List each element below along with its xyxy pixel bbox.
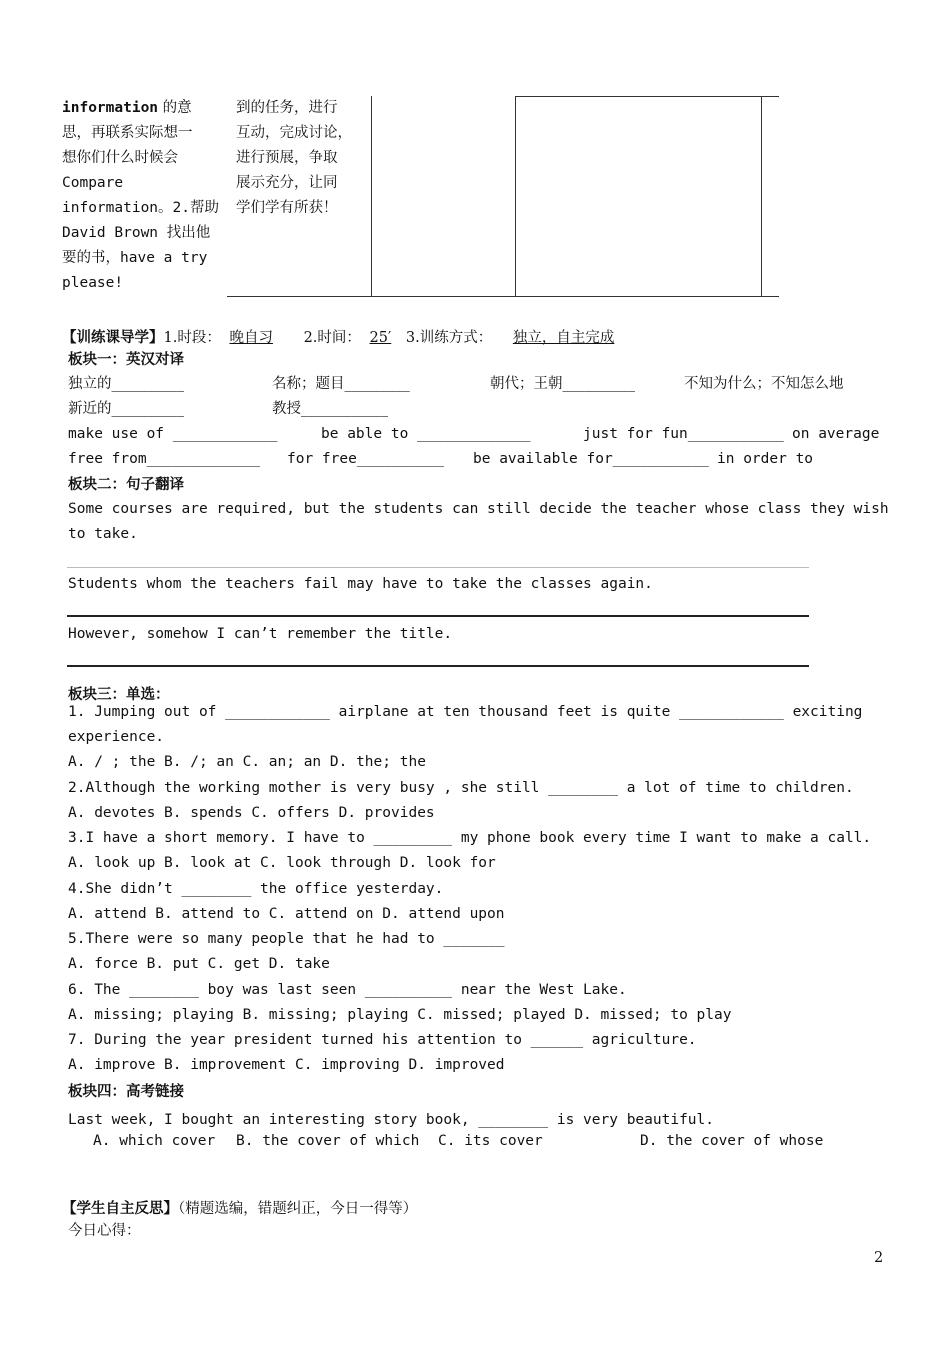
question-line: 1. Jumping out of ____________ airplane at ten thousand feet is quite ____________ exciting [68, 704, 863, 720]
segment-value: 独立，自主完成 [512, 330, 615, 346]
vocab-item: be able to _____________ [321, 426, 531, 442]
cell-text: 互动，完成讨论， [236, 125, 352, 141]
block1-title: 板块一：英汉对译 [68, 351, 184, 368]
cell-text: 进行预展，争取 [236, 150, 338, 166]
reflection-label: 今日心得： [68, 1223, 141, 1239]
question-line: A. attend B. attend to C. attend on D. attend upon [68, 906, 505, 922]
page-number: 2 [874, 1250, 884, 1266]
sentence: Some courses are required, but the students can still decide the teacher whose class they wish [68, 501, 889, 517]
segment-value: 25′ [369, 330, 392, 346]
vocab-item: be available for___________ [473, 451, 709, 467]
vocab-item: make use of ____________ [68, 426, 278, 442]
option: D. the cover of whose [640, 1133, 824, 1149]
sentence: to take. [68, 526, 138, 542]
vocab-item: 独立的__________ [68, 376, 184, 392]
keyword: information [62, 100, 159, 116]
question-line: 3.I have a short memory. I have to _________ my phone book every time I want to make a call. [68, 830, 872, 846]
question-line: experience. [68, 729, 165, 745]
cell-text: 想你们什么时候会 [62, 150, 178, 166]
answer-line [67, 615, 809, 617]
table-divider [515, 96, 516, 296]
question-line: A. devotes B. spends C. offers D. provides [68, 805, 435, 821]
table-bottom-border [227, 296, 779, 297]
option: B. the cover of which [236, 1133, 420, 1149]
table-divider [371, 96, 372, 296]
option: A. which cover [93, 1133, 216, 1149]
vocab-item: on average [792, 426, 880, 442]
reflection-heading: 【学生自主反思】 [62, 1200, 178, 1217]
block4-title: 板块四：高考链接 [68, 1083, 184, 1100]
question-line: 7. During the year president turned his attention to ______ agriculture. [68, 1032, 697, 1048]
cell-text: Compare [62, 175, 124, 191]
question-line: 2.Although the working mother is very busy , she still ________ a lot of time to children. [68, 780, 854, 796]
question-line: 6. The ________ boy was last seen __________ near the West Lake. [68, 982, 627, 998]
vocab-item: 新近的__________ [68, 401, 184, 417]
cell-text: information。2.帮助 [62, 200, 219, 216]
question-line: A. improve B. improvement C. improving D. improved [68, 1057, 505, 1073]
table-top-border [515, 96, 779, 97]
training-heading: 【训练课导学】 [62, 329, 164, 346]
vocab-item: free from_____________ [68, 451, 261, 467]
vocab-item: 教授____________ [272, 401, 388, 417]
vocab-item: just for fun___________ [583, 426, 784, 442]
cell-text: 要的书，have a try [62, 250, 208, 266]
vocab-item: 朝代；王朝__________ [490, 376, 635, 392]
answer-line [67, 567, 809, 568]
cell-text: please! [62, 275, 124, 291]
question-line: 5.There were so many people that he had to _______ [68, 931, 505, 947]
cell-text: 展示充分，让同 [236, 175, 338, 191]
sentence: Students whom the teachers fail may have to take the classes again. [68, 576, 653, 592]
sentence: However, somehow I can’t remember the title. [68, 626, 453, 642]
cell-text: David Brown 找出他 [62, 225, 211, 241]
vocab-item: 不知为什么；不知怎么地 [684, 376, 844, 392]
table-cell-2 [236, 96, 368, 221]
question-line: A. force B. put C. get D. take [68, 956, 330, 972]
segment-label: 2.时间： [303, 330, 361, 346]
table-cell-1 [62, 96, 222, 296]
vocab-item: 名称；题目_________ [272, 376, 410, 392]
vocab-item: in order to [717, 451, 814, 467]
question-line: 4.She didn’t ________ the office yesterday. [68, 881, 444, 897]
reflection-note: （精题选编，错题纠正，今日一得等） [178, 1201, 418, 1217]
block2-title: 板块二：句子翻译 [68, 476, 184, 493]
question-line: A. look up B. look at C. look through D. look for [68, 855, 496, 871]
segment-label: 1.时段： [163, 330, 221, 346]
segment-label: 3.训练方式： [405, 330, 493, 346]
cell-text: 思，再联系实际想一 [62, 125, 193, 141]
cell-text: 的意 [162, 100, 192, 116]
question-line: A. missing; playing B. missing; playing C. missed; played D. missed; to play [68, 1007, 732, 1023]
cell-text: 到的任务，进行 [236, 100, 338, 116]
table-divider [761, 96, 762, 296]
option: C. its cover [438, 1133, 543, 1149]
answer-line [67, 665, 809, 667]
segment-value: 晚自习 [229, 330, 273, 346]
block3-title: 板块三：单选： [68, 686, 170, 703]
question-line: Last week, I bought an interesting story book, ________ is very beautiful. [68, 1112, 715, 1128]
cell-text: 学们学有所获！ [236, 200, 338, 216]
question-line: A. / ; the B. /; an C. an; an D. the; the [68, 754, 426, 770]
vocab-item: for free__________ [287, 451, 445, 467]
